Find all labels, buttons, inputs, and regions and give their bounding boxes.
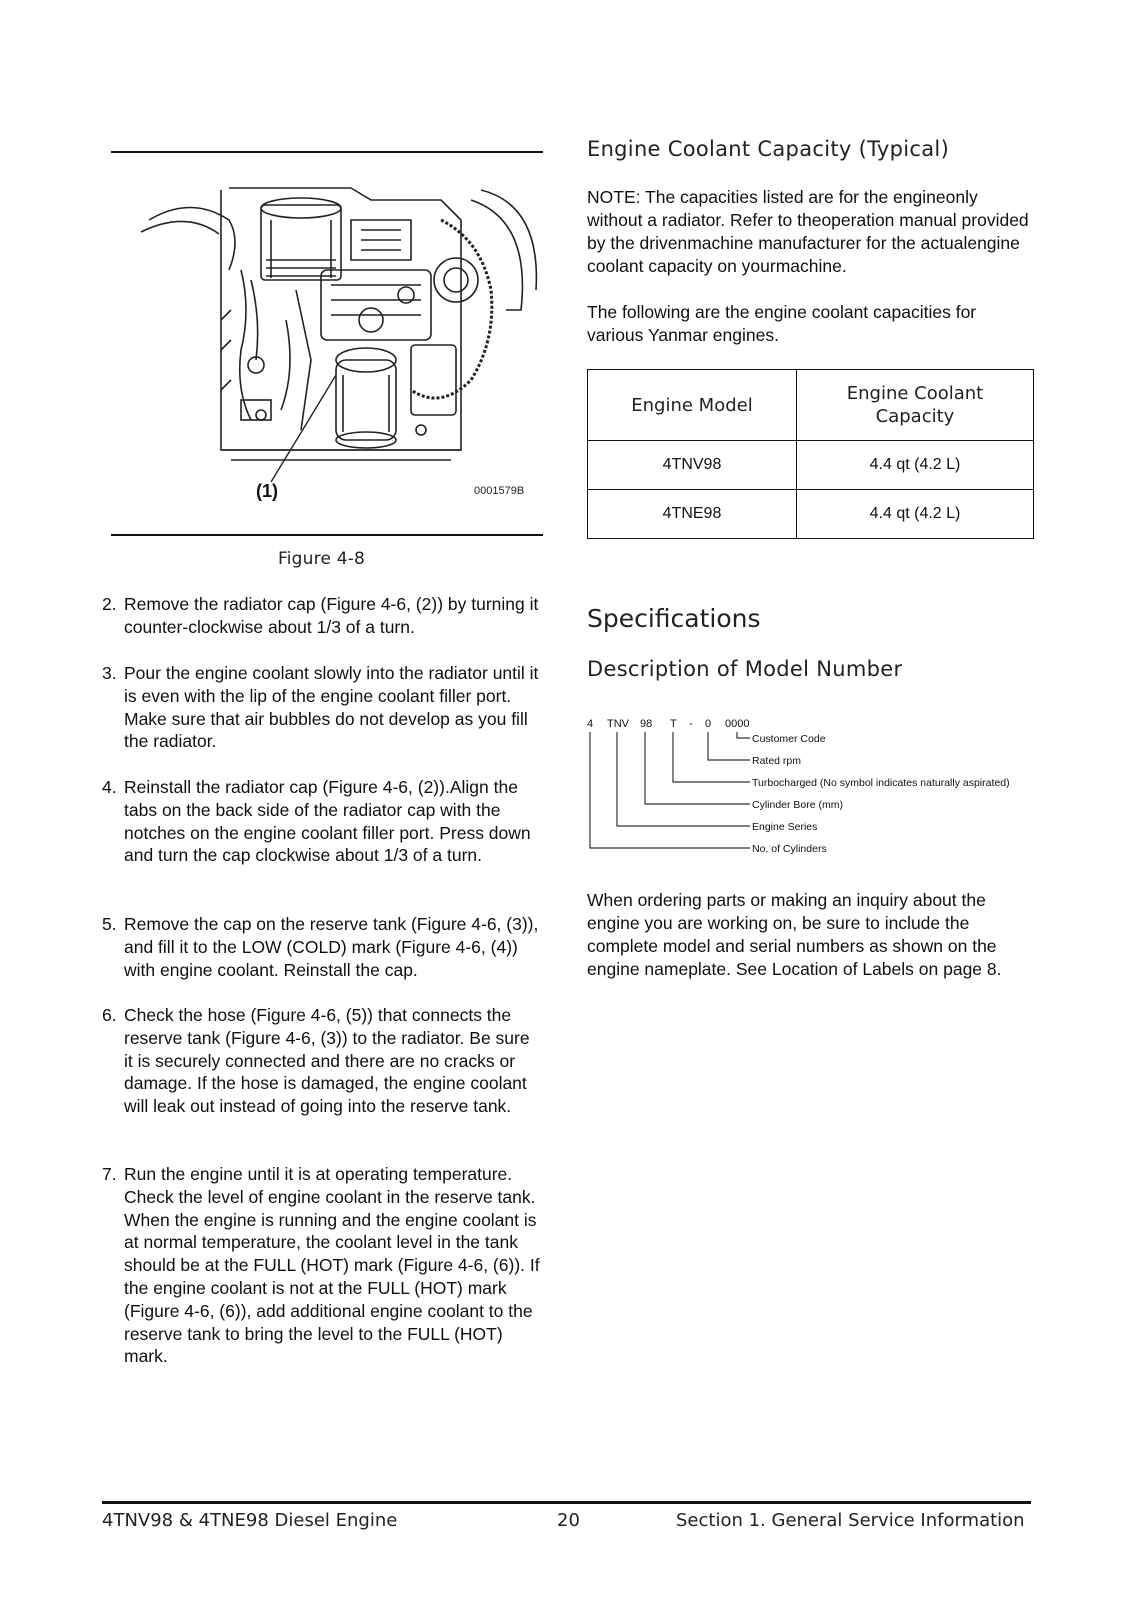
model-number-heading: Description of Model Number [587,657,903,681]
step-text: Remove the cap on the reserve tank (Figure 4-6, (3)), and fill it to the LOW (COLD) mark (Figure 4-6, (4)) with engine coolant. Reinstall the cap. [124,914,539,980]
code-series: TNV [607,718,629,730]
step-2 [102,593,542,639]
step-text: Check the hose (Figure 4-6, (5)) that connects the reserve tank (Figure 4-6, (3)) to the radiator. Be sure it is securely connected and there are no cracks or damage. If the hose is damaged, the engine coolant will leak out instead of going into the reserve tank. [124,1005,530,1117]
step-number: 5. [102,914,117,934]
code-dash: - [689,718,693,730]
figure-top-rule [111,151,543,153]
step-number: 6. [102,1005,117,1025]
label-engine-series: Engine Series [752,821,818,833]
code-bore: 98 [640,718,653,730]
step-number: 4. [102,777,117,797]
step-3 [102,662,542,753]
code-customer: 0000 [725,718,750,730]
table-header-cell [797,370,1034,441]
footer-rule [102,1501,1031,1504]
step-5 [102,913,542,981]
specifications-heading: Specifications [587,604,761,633]
step-number: 7. [102,1164,117,1184]
footer-section: Section 1. General Service Information [676,1510,1025,1531]
step-text: Pour the engine coolant slowly into the radiator until it is even with the lip of the engine coolant filler port. Make sure that air bubbles do not develop as you fill the radiator. [124,663,539,752]
step-6 [102,1004,542,1118]
table-header-cell: Engine Model [588,370,797,441]
coolant-note: NOTE: The capacities listed are for the engineonly without a radiator. Refer to theoperation manual provided by the drivenmachine manufacturer for the actualengine coolant capacity on yourmachine. [587,187,1029,276]
code-rpm: 0 [705,718,712,730]
figure-callout-label: (1) [256,481,278,501]
table-row [588,490,1034,539]
code-turbo: T [670,718,677,730]
coolant-capacity-heading: Engine Coolant Capacity (Typical) [587,137,950,161]
footer-title: 4TNV98 & 4TNE98 Diesel Engine [102,1510,398,1531]
figure-image-id: 0001579B [474,485,525,497]
step-text: Remove the radiator cap (Figure 4-6, (2)) by turning it counter-clockwise about 1/3 of a turn. [124,594,539,637]
coolant-capacity-table [587,369,1034,539]
step-7 [102,1163,542,1368]
step-number: 2. [102,594,117,614]
table-cell: 4TNE98 [588,490,797,539]
table-header-row [588,370,1034,441]
model-number-diagram [585,712,1035,867]
label-rated-rpm: Rated rpm [752,755,802,767]
table-cell: 4.4 qt (4.2 L) [797,490,1034,539]
label-turbocharged: Turbocharged (No symbol indicates naturally aspirated) [752,777,1010,789]
engine-illustration [111,160,543,520]
label-customer-code: Customer Code [752,733,826,745]
label-no-cylinders: No. of Cylinders [752,843,827,855]
step-text: Reinstall the radiator cap (Figure 4-6, (2)).Align the tabs on the back side of the radiator cap with the notches on the engine coolant filler port. Press down and turn the cap clockwise about 1/3 of a turn. [124,777,531,866]
coolant-intro: The following are the engine coolant capacities for various Yanmar engines. [587,302,977,345]
table-row [588,441,1034,490]
step-number: 3. [102,663,117,683]
figure-caption: Figure 4-8 [278,549,366,569]
page-number: 20 [557,1510,580,1531]
ordering-paragraph: When ordering parts or making an inquiry about the engine you are working on, be sure to include the complete model and serial numbers as shown on the engine nameplate. See Location of Labels on page 8. [587,890,1002,979]
step-4 [102,776,542,867]
label-cylinder-bore: Cylinder Bore (mm) [752,799,844,811]
table-header-text: Engine Coolant Capacity [846,383,984,427]
table-cell: 4.4 qt (4.2 L) [797,441,1034,490]
table-cell: 4TNV98 [588,441,797,490]
code-cylinders: 4 [587,718,594,730]
step-text: Run the engine until it is at operating temperature. Check the level of engine coolant in the reserve tank. When the engine is running and the engine coolant is at normal temperature, the coolant level in the tank should be at the FULL (HOT) mark (Figure 4-6, (6)). If the engine coolant is not at the FULL (HOT) mark (Figure 4-6, (6)), add additional engine coolant to the reserve tank to bring the level to the FULL (HOT) mark. [124,1164,540,1367]
figure-bottom-rule [111,534,543,536]
